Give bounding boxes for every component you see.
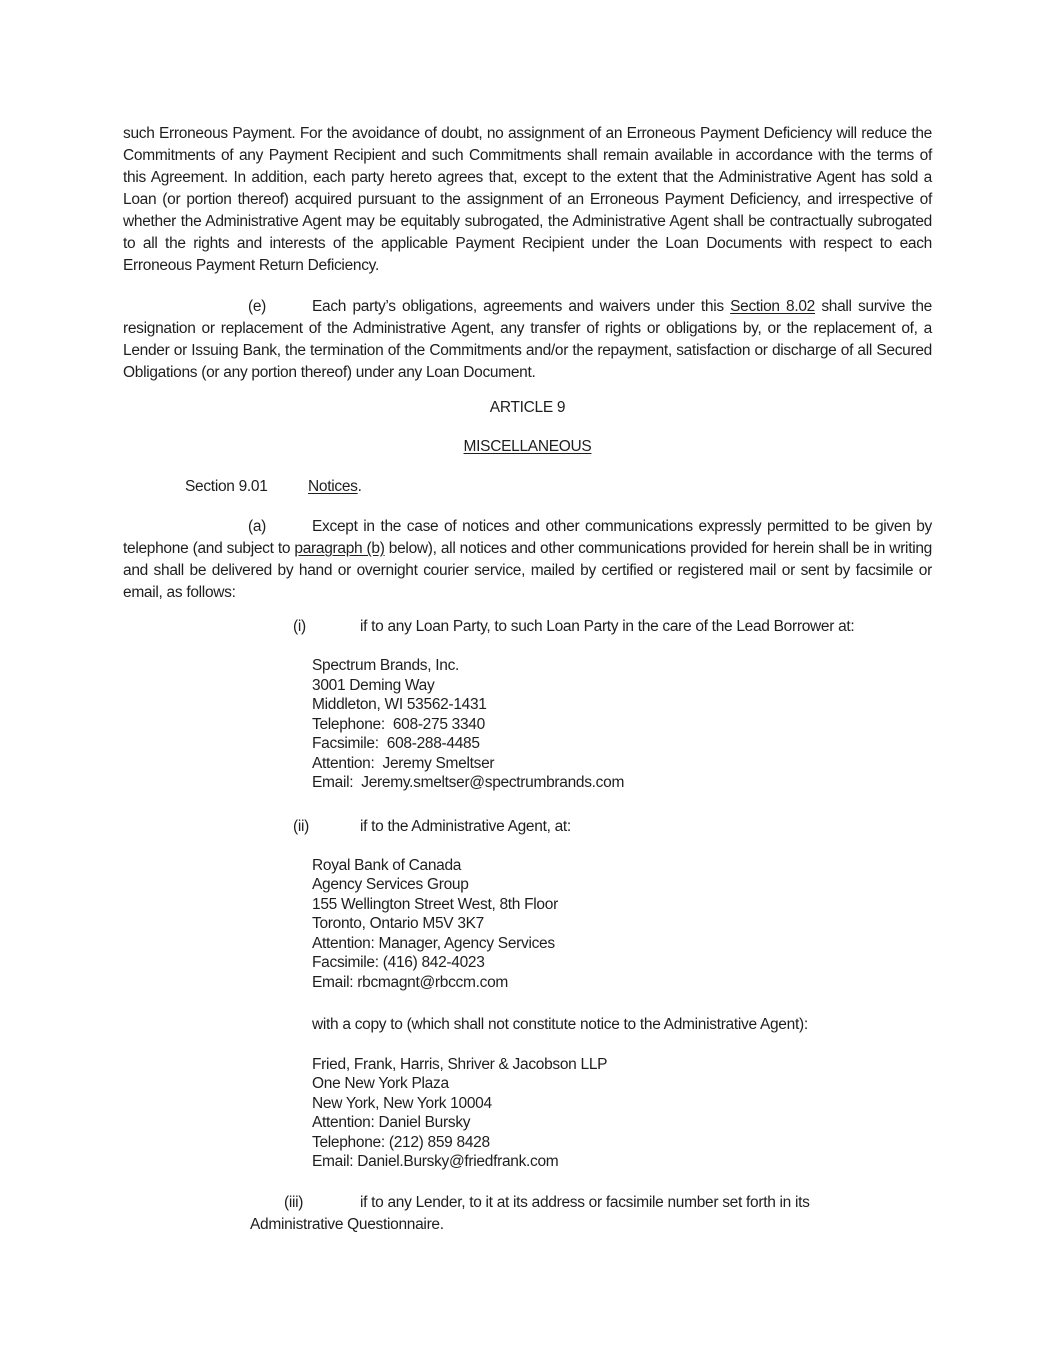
list-item-iii <box>250 1192 895 1236</box>
address-line: Middleton, WI 53562-1431 <box>312 696 487 713</box>
paragraph-a-text-1: Except in the case of notices and other communications expressly permitted to be given by telephone (and subject to <box>123 518 932 557</box>
paragraph-e-text-2: shall survive the resignation or replacement of the Administrative Agent, any transfer of rights or obligations by, or the replacement of, a Lender or Issuing Bank, the termination of the Commitments and/or the repayment, satisfaction or discharge of all Secured Obligations (or any portion thereof) under any Loan Document. <box>123 298 932 381</box>
miscellaneous-heading: MISCELLANEOUS <box>463 438 592 455</box>
address-line: Facsimile: (416) 842-4023 <box>312 954 485 971</box>
list-item-i <box>293 616 932 638</box>
article-9-heading: ARTICLE 9 <box>489 399 566 416</box>
address-line: 155 Wellington Street West, 8th Floor <box>312 895 558 913</box>
address-line: One New York Plaza <box>312 1075 449 1092</box>
friedfrank-address-block <box>312 1055 932 1172</box>
address-line: Telephone: (212) 859 8428 <box>312 1133 490 1151</box>
paragraph-a-text-2: below), all notices and other communications provided for herein shall be in writing and shall be delivered by hand or overnight courier service, mailed by certified or registered mail or sent by facsimile or email, as follows: <box>123 540 932 601</box>
rbc-address-block <box>312 856 932 993</box>
address-line: Toronto, Ontario M5V 3K7 <box>312 915 485 932</box>
list-item-ii <box>293 816 932 838</box>
section-title-period: . <box>357 478 362 495</box>
list-item-ii-text: if to the Administrative Agent, at: <box>360 817 571 835</box>
paragraph-a-label: (a) <box>248 518 267 535</box>
address-line: New York, New York 10004 <box>312 1094 492 1112</box>
list-item-iii-text: if to any Lender, to it at its address or facsimile number set forth in its Administrative Questionnaire. <box>250 1193 810 1233</box>
address-line: 3001 Deming Way <box>312 676 435 694</box>
paragraph-a <box>123 516 932 604</box>
section-title-notices: Notices <box>308 478 358 495</box>
list-item-i-label: (i) <box>293 618 306 635</box>
paragraph-e-text-1: Each party’s obligations, agreements and waivers under this <box>312 298 731 315</box>
address-line: Email: Daniel.Bursky@friedfrank.com <box>312 1153 559 1170</box>
section-9-01-line <box>185 476 932 498</box>
list-item-iii-label: (iii) <box>284 1193 304 1211</box>
copy-note: with a copy to (which shall not constitute notice to the Administrative Agent): <box>312 1016 808 1033</box>
list-item-ii-label: (ii) <box>293 817 310 835</box>
spectrum-address-block <box>312 656 932 793</box>
paragraph-b-reference: paragraph (b) <box>294 540 385 557</box>
list-item-i-text: if to any Loan Party, to such Loan Party in the care of the Lead Borrower at: <box>360 618 855 635</box>
address-line: Email: rbcmagnt@rbccm.com <box>312 973 508 991</box>
section-8-02-reference: Section 8.02 <box>730 298 815 315</box>
address-line: Agency Services Group <box>312 876 469 893</box>
paragraph-erroneous-payment: such Erroneous Payment. For the avoidance of doubt, no assignment of an Erroneous Payment Deficiency will reduce the Commitments of any Payment Recipient and such Commitments shall remain available in accordance with the terms of this Agreement. In addition, each party hereto agrees that, except to the extent that the Administrative Agent has sold a Loan (or portion thereof) acquired pursuant to the assignment of an Erroneous Payment Deficiency, and irrespective of whether the Administrative Agent may be equitably subrogated, the Administrative Agent shall be contractually subrogated to all the rights and interests of the applicable Payment Recipient under the Loan Documents with respect to each Erroneous Payment Return Deficiency. <box>123 125 932 274</box>
address-line: Attention: Daniel Bursky <box>312 1114 471 1131</box>
address-line: Fried, Frank, Harris, Shriver & Jacobson LLP <box>312 1055 608 1073</box>
section-number: Section 9.01 <box>185 478 268 495</box>
paragraph-e-label: (e) <box>248 298 267 315</box>
address-line: Attention: Jeremy Smeltser <box>312 754 495 772</box>
address-line: Email: Jeremy.smeltser@spectrumbrands.com <box>312 774 625 791</box>
address-line: Telephone: 608-275 3340 <box>312 715 485 733</box>
address-line: Royal Bank of Canada <box>312 856 462 874</box>
address-line: Facsimile: 608-288-4485 <box>312 735 480 752</box>
paragraph-e <box>123 296 932 384</box>
address-line: Attention: Manager, Agency Services <box>312 934 555 952</box>
address-line: Spectrum Brands, Inc. <box>312 657 460 674</box>
